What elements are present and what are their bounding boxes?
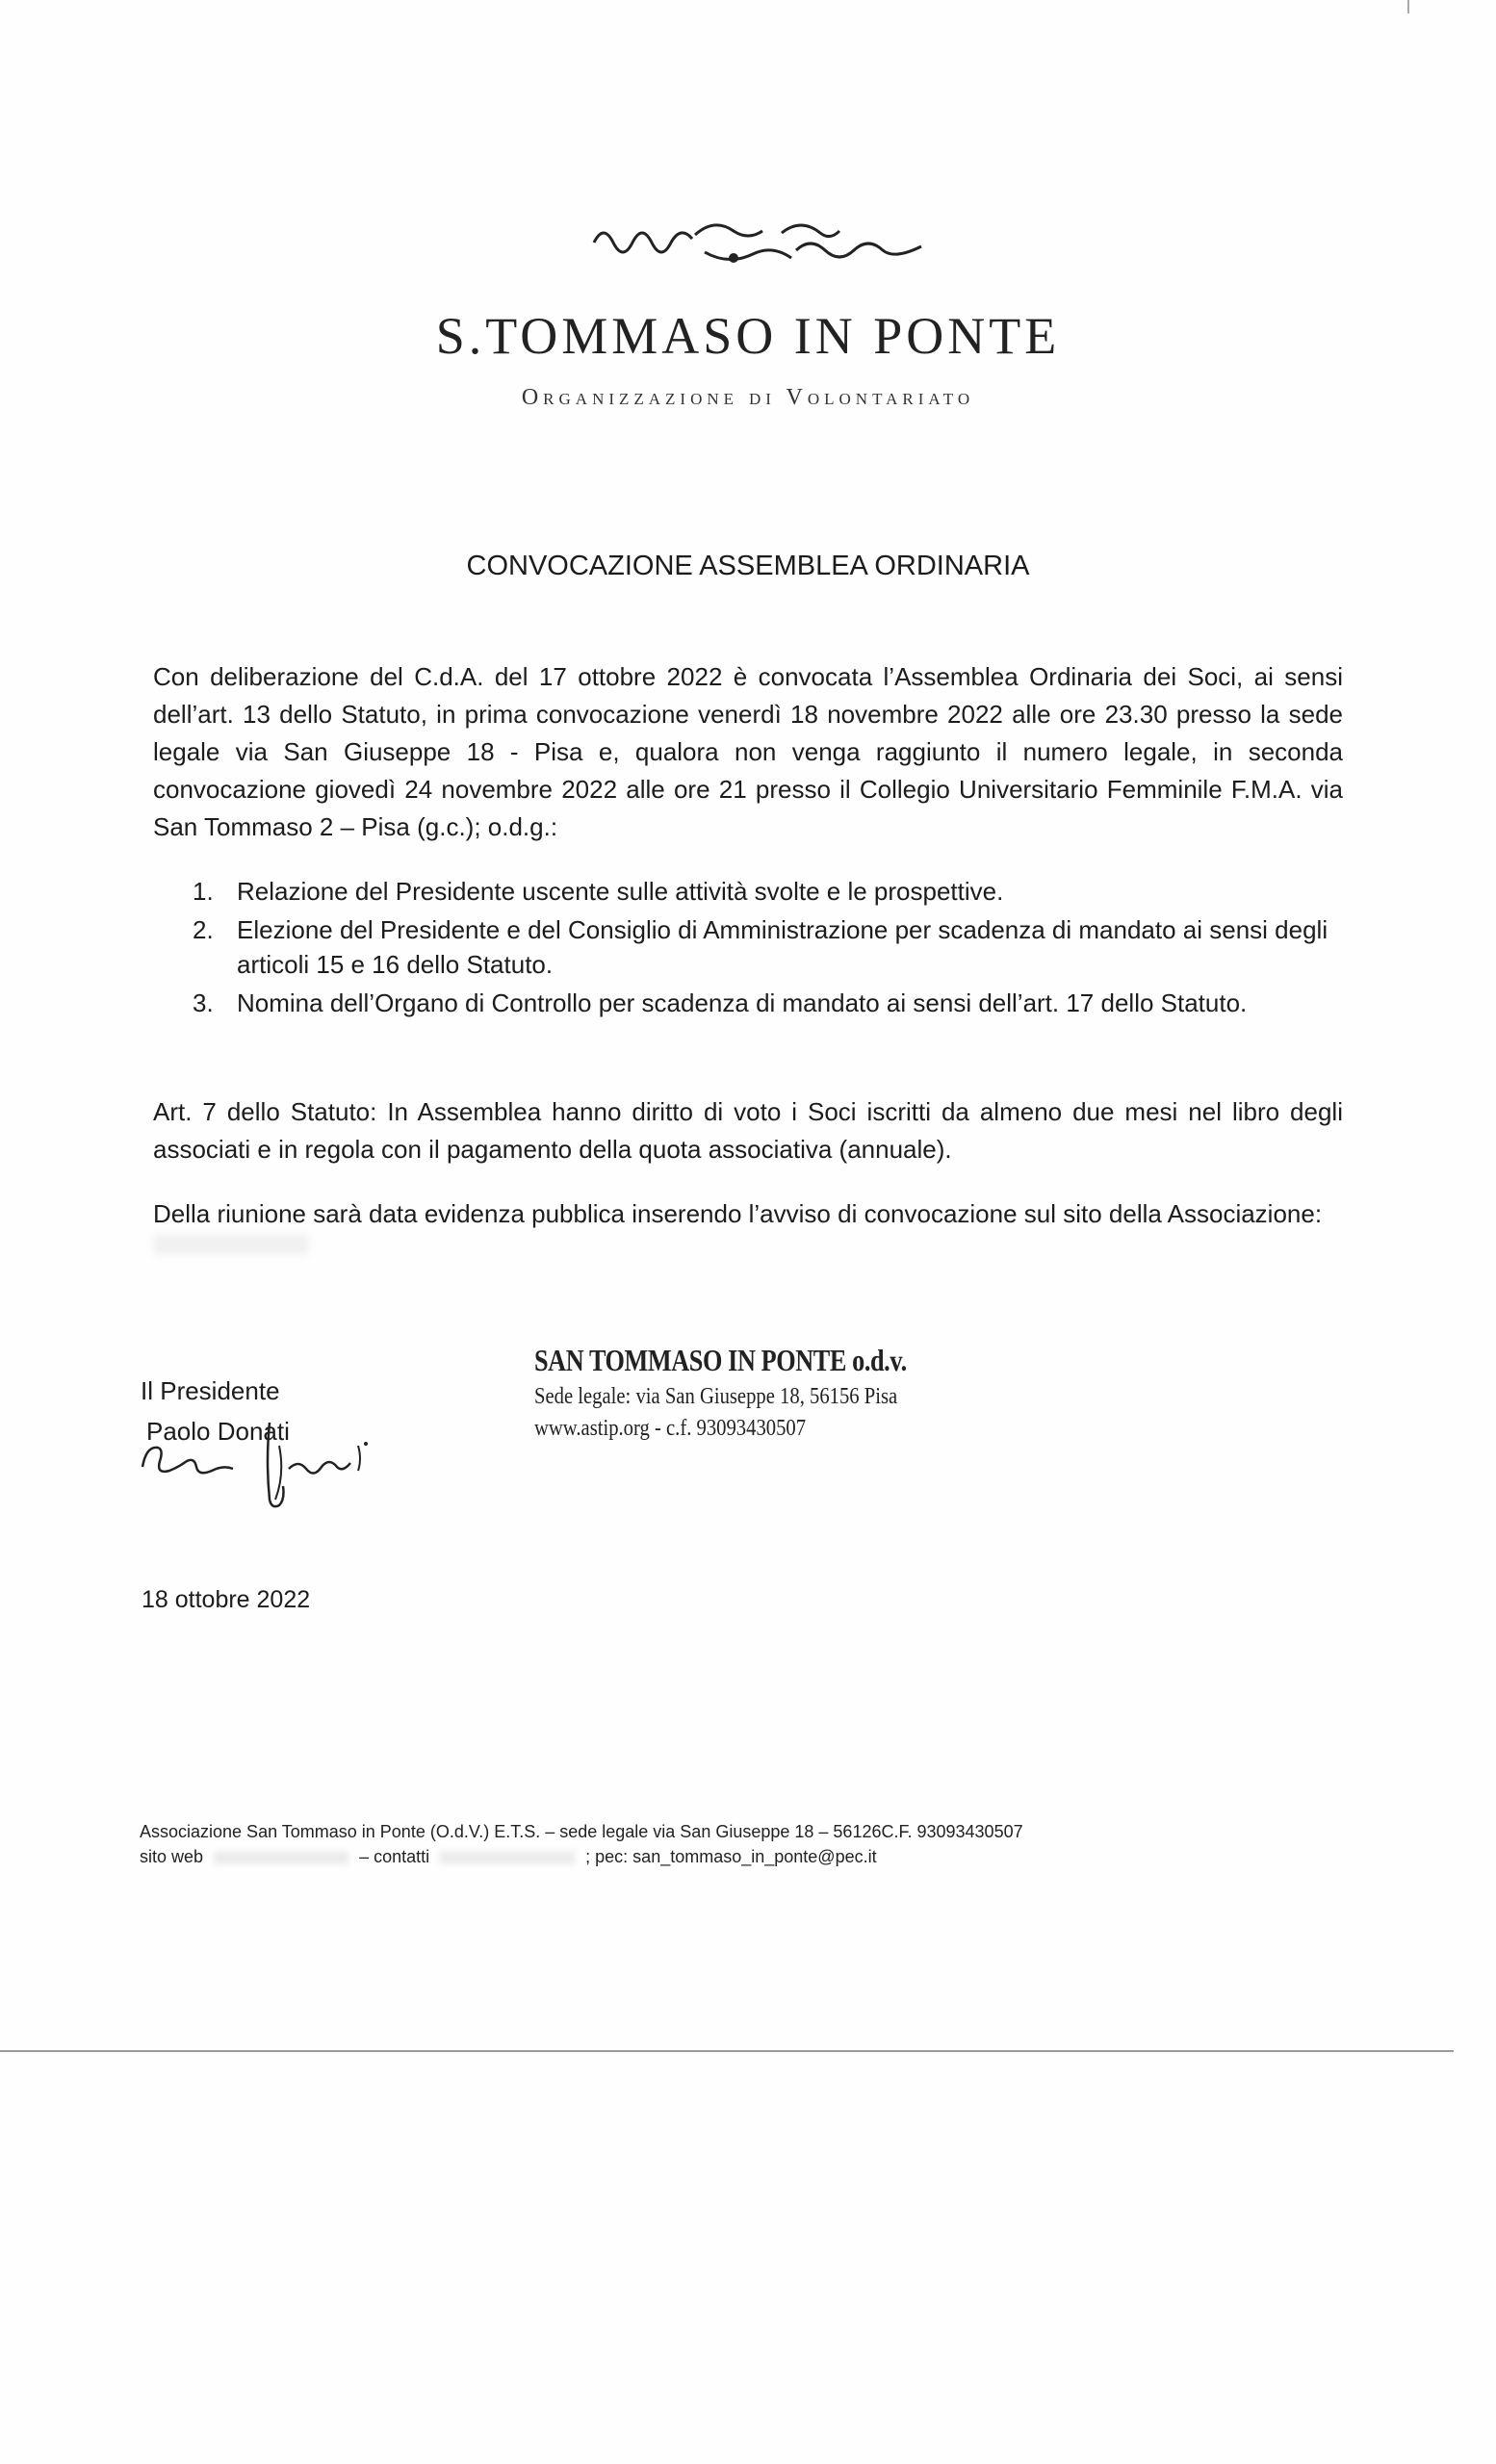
- intro-paragraph: Con deliberazione del C.d.A. del 17 ottobre 2022 è convocata l’Assemblea Ordinaria dei Soci, ai sensi dell’art. 13 dello Statuto, in prima convocazione venerdì 18 novembre 2022 alle ore 23.30 presso la sede legale via San Giuseppe 18 - Pisa e, qualora non venga raggiunto il numero legale, in seconda convocazione giovedì 24 novembre 2022 alle ore 21 presso il Collegio Universitario Femminile F.M.A. via San Tommaso 2 – Pisa (g.c.); o.d.g.:: [153, 662, 1343, 841]
- agenda-item-number: 3.: [193, 988, 214, 1017]
- footer-contacts-label: – contatti: [359, 1847, 430, 1866]
- president-name: Paolo Donati: [146, 1417, 290, 1446]
- agenda-item: [193, 986, 1343, 1020]
- redacted-contacts: [440, 1851, 575, 1864]
- stamp-web: www.astip.org - c.f. 93093430507: [534, 1416, 807, 1441]
- organization-name: S.TOMMASO IN PONTE: [435, 307, 1061, 365]
- footer-line-1: Associazione San Tommaso in Ponte (O.d.V.) E.T.S. – sede legale via San Giuseppe 18 – 56126C.F. 93093430507: [140, 1822, 1023, 1841]
- organization-subtitle: Organizzazione di Volontariato: [521, 385, 975, 410]
- scan-divider-line: [0, 2050, 1454, 2052]
- handwritten-signature: [135, 1407, 424, 1513]
- footer-web-label: sito web: [140, 1847, 204, 1866]
- scan-edge-mark: [1407, 0, 1409, 13]
- agenda-item-number: 1.: [193, 877, 214, 906]
- logo-ornament-icon: [589, 214, 936, 271]
- article-7-paragraph: Art. 7 dello Statuto: In Assemblea hanno diritto di voto i Soci iscritti da almeno due mesi nel libro degli associati e in regola con il pagamento della quota associativa (annuale).: [153, 1097, 1343, 1164]
- footer-line-2: [140, 1844, 1023, 1869]
- document-title: CONVOCAZIONE ASSEMBLEA ORDINARIA: [466, 551, 1030, 581]
- publicity-paragraph: Della riunione sarà data evidenza pubblica inserendo l’avviso di convocazione sul sito della Associazione:: [153, 1199, 1323, 1228]
- agenda-item: [193, 874, 1343, 909]
- association-stamp: [534, 1343, 989, 1442]
- footer-pec: ; pec: san_tommaso_in_ponte@pec.it: [585, 1847, 877, 1866]
- president-label: Il Presidente: [141, 1376, 280, 1405]
- agenda-item-text: Relazione del Presidente uscente sulle attività svolte e le prospettive.: [237, 877, 1004, 906]
- stamp-name: SAN TOMMASO IN PONTE o.d.v.: [534, 1343, 907, 1377]
- agenda-list: [193, 874, 1343, 1024]
- agenda-item-text: Nomina dell’Organo di Controllo per scadenza di mandato ai sensi dell’art. 17 dello Statuto.: [237, 988, 1248, 1017]
- redacted-website: [214, 1851, 348, 1864]
- agenda-item-text: Elezione del Presidente e del Consiglio di Amministrazione per scadenza di mandato ai sensi degli articoli 15 e 16 dello Statuto.: [237, 915, 1328, 979]
- redacted-url: [154, 1235, 308, 1254]
- agenda-item-number: 2.: [193, 915, 214, 944]
- agenda-item: [193, 912, 1343, 982]
- document-date: 18 ottobre 2022: [142, 1586, 311, 1613]
- stamp-address: Sede legale: via San Giuseppe 18, 56156 Pisa: [534, 1384, 898, 1409]
- footer: [140, 1819, 1023, 1869]
